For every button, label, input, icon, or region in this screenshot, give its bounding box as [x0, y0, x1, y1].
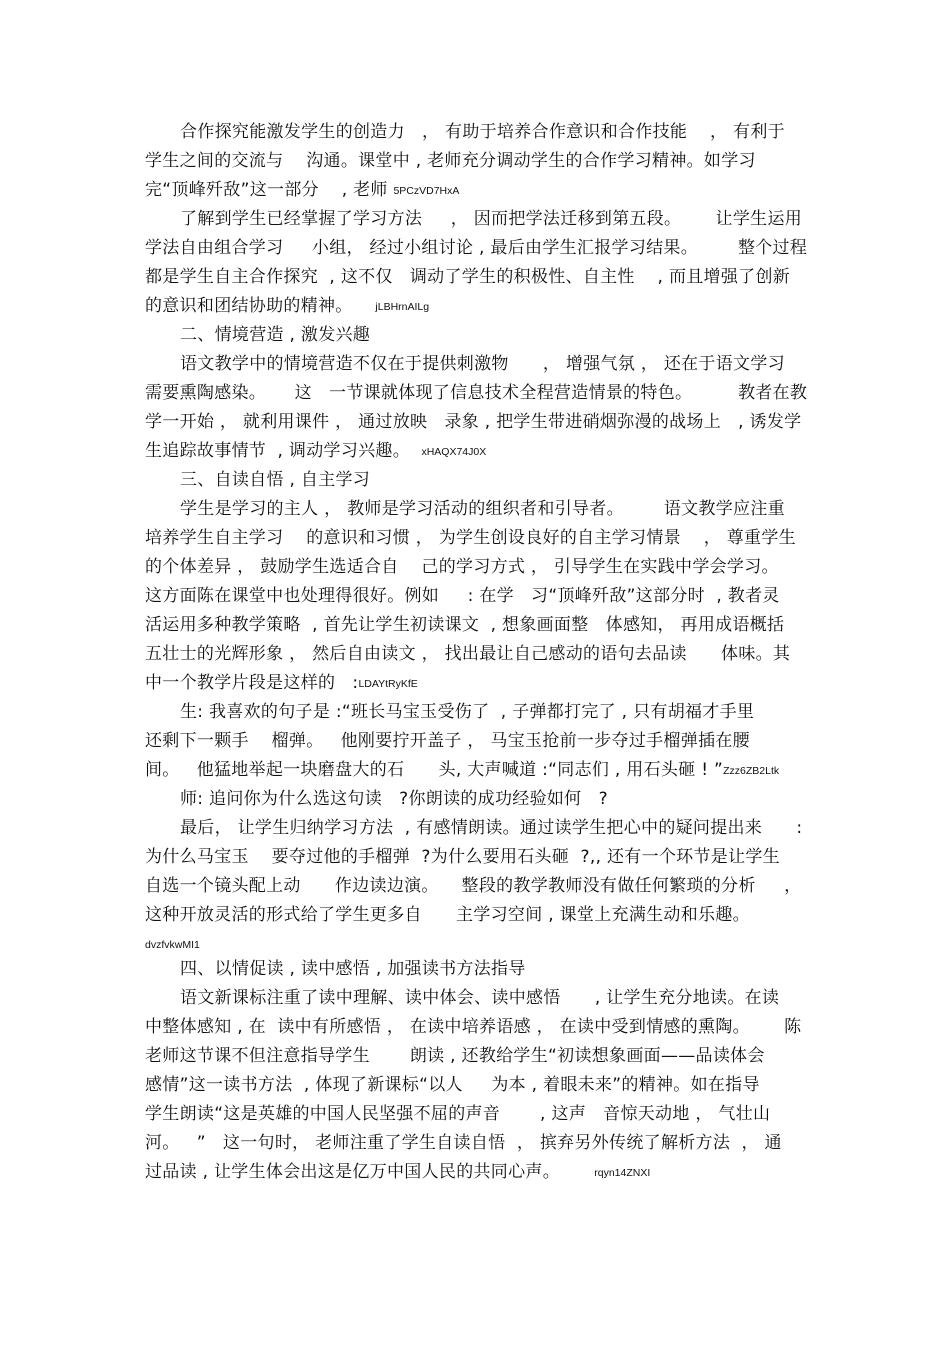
text-line — [145, 643, 790, 665]
text-line — [145, 411, 801, 433]
line-text: 二、情境营造 , 激发兴趣 — [180, 325, 371, 345]
code-tag: dvzfvkwMI1 — [145, 939, 200, 951]
text-line — [145, 1016, 801, 1038]
text-line — [145, 382, 807, 404]
line-text: 培养学生自主学习 的意识和习惯 ， 为学生创设良好的自主学习情景 ， 尊重学生 — [145, 528, 796, 548]
text-line — [145, 266, 790, 288]
text-line — [180, 701, 754, 723]
code-tag: 5PCzVD7HxA — [393, 185, 460, 197]
text-line — [145, 237, 807, 259]
line-text: 都是学生自主合作探究 , 这不仅 调动了学生的积极性、自主性 , 而且增强了创新 — [145, 267, 791, 287]
line-text: 三、自读自悟 , 自主学习 — [180, 470, 371, 490]
line-text: 老师这节课不但注意指导学生 朗读 , 还教给学生“初读想象画面——品读体会 — [145, 1046, 765, 1066]
line-text: 完“顶峰歼敌”这一部分 , 老师 — [145, 180, 394, 200]
text-line — [145, 295, 429, 318]
line-text: 生追踪故事情节 , 调动学习兴趣。 — [145, 441, 422, 461]
line-text: 中整体感知 , 在 读中有所感悟 ， 在读中培养语感 ， 在读中受到情感的熏陶。 陈 — [145, 1017, 802, 1037]
text-line — [145, 1161, 650, 1184]
line-text: 学一开始 ， 就利用课件 ， 通过放映 录象 , 把学生带进硝烟弥漫的战场上 , 诱发学 — [145, 412, 802, 432]
text-line — [180, 498, 785, 520]
text-line — [180, 208, 802, 230]
text-line — [180, 353, 785, 375]
line-text: 了解到学生已经掌握了学习方法 ， 因而把学法迁移到第五段。 让学生运用 — [180, 209, 803, 229]
line-text: 学法自由组合学习 小组， 经过小组讨论 , 最后由学生汇报学习结果。 整个过程 — [145, 238, 808, 258]
text-line — [180, 958, 526, 980]
line-text: 语文教学中的情境营造不仅在于提供刺激物 ， 增强气氛 ， 还在于语文学习 — [180, 354, 785, 374]
text-line — [145, 614, 784, 636]
text-line — [145, 440, 486, 463]
text-line — [145, 759, 779, 782]
line-text: 还剩下一颗手 榴弹。 他刚要拧开盖子 ， 马宝玉抢前一步夺过手榴弹插在腰 — [145, 731, 750, 751]
text-line — [145, 730, 750, 752]
line-text: 这种开放灵活的形式给了学生更多自 主学习空间 , 课堂上充满生动和乐趣。 — [145, 905, 750, 925]
line-text: 的个体差异 ， 鼓励学生选适合自 己的学习方式 ， 引导学生在实践中学会学习。 — [145, 557, 779, 577]
line-text: 自选一个镜头配上动 作边读边演。 整段的教学教师没有做任何繁琐的分析 ， — [145, 876, 802, 896]
line-text: 的意识和团结协助的精神。 — [145, 296, 376, 316]
line-text: 中一个教学片段是这样的 : — [145, 673, 359, 693]
line-text: 四、以情促读 , 读中感悟 , 加强读书方法指导 — [180, 959, 526, 979]
line-text: 最后， 让学生归纳学习方法 , 有感情朗读。通过读学生把心中的疑问提出来 : — [180, 818, 803, 838]
line-text: 合作探究能激发学生的创造力 ， 有助于培养合作意识和合作技能 ， 有利于 — [180, 122, 785, 142]
text-line — [145, 179, 459, 202]
text-line — [180, 788, 608, 810]
text-line — [180, 121, 785, 143]
line-text: 需要熏陶感染。 这 一节课就体现了信息技术全程营造情景的特色。 教者在教 — [145, 383, 808, 403]
text-line — [145, 1132, 782, 1154]
line-text: 五壮士的光辉形象 ， 然后自由读文 ， 找出最让自己感动的语句去品读 体味。其 — [145, 644, 791, 664]
line-text: 河。 ” 这一句时， 老师注重了学生自读自悟 ， 摈弃另外传统了解析方法 ， 通 — [145, 1133, 782, 1153]
text-line — [145, 556, 779, 578]
code-tag: jLBHrnAILg — [375, 301, 430, 313]
line-text: 语文新课标注重了读中理解、读中体会、读中感悟 , 让学生充分地读。在读 — [180, 988, 780, 1008]
code-tag: xHAQX74J0X — [421, 446, 487, 458]
line-text: 学生是学习的主人 ， 教师是学习活动的组织者和引导者。 语文教学应注重 — [180, 499, 785, 519]
text-line — [145, 932, 200, 956]
text-line — [180, 469, 370, 491]
text-line — [145, 1103, 770, 1125]
text-line — [145, 875, 801, 897]
text-line — [180, 817, 802, 839]
line-text: 师: 追问你为什么选这句读 ?你朗读的成功经验如何 ? — [180, 789, 608, 809]
line-text: 感情”这一读书方法 , 体现了新课标“以人 为本 , 着眼未来”的精神。如在指导 — [145, 1075, 760, 1095]
line-text: 活运用多种教学策略 , 首先让学生初读课文 , 想象画面整 体感知， 再用成语概括 — [145, 615, 785, 635]
text-line — [145, 1045, 765, 1067]
text-line — [180, 987, 779, 1009]
text-line — [145, 585, 780, 607]
line-text: 学生朗读“这是英雄的中国人民坚强不屈的声音 , 这声 音惊天动地 ， 气壮山 — [145, 1104, 771, 1124]
text-line — [145, 904, 750, 926]
text-line — [145, 1074, 760, 1096]
code-tag: rqyn14ZNXI — [594, 1167, 651, 1179]
line-text: 生: 我喜欢的句子是 :“班长马宝玉受伤了 , 子弹都打完了 , 只有胡福才手里 — [180, 702, 755, 722]
text-line — [145, 150, 756, 172]
text-line — [145, 672, 418, 695]
line-text: 为什么马宝玉 要夺过他的手榴弹 ?为什么要用石头砸 ?,, 还有一个环节是让学生 — [145, 847, 780, 867]
line-text: 过品读 , 让学生体会出这是亿万中国人民的共同心声。 — [145, 1162, 595, 1182]
text-line — [180, 324, 370, 346]
text-line — [145, 846, 780, 868]
code-tag: LDAYtRyKfE — [358, 678, 418, 690]
line-text: 学生之间的交流与 沟通。课堂中 , 老师充分调动学生的合作学习精神。如学习 — [145, 151, 756, 171]
code-tag: Zzz6ZB2Ltk — [723, 765, 780, 777]
line-text: 间。 他猛地举起一块磨盘大的石 头, 大声喊道 :“同志们 , 用石头砸 ! ” — [145, 760, 724, 780]
text-line — [145, 527, 796, 549]
line-text: 这方面陈在课堂中也处理得很好。例如 : 在学 习“顶峰歼敌”这部分时 , 教者灵 — [145, 586, 780, 606]
